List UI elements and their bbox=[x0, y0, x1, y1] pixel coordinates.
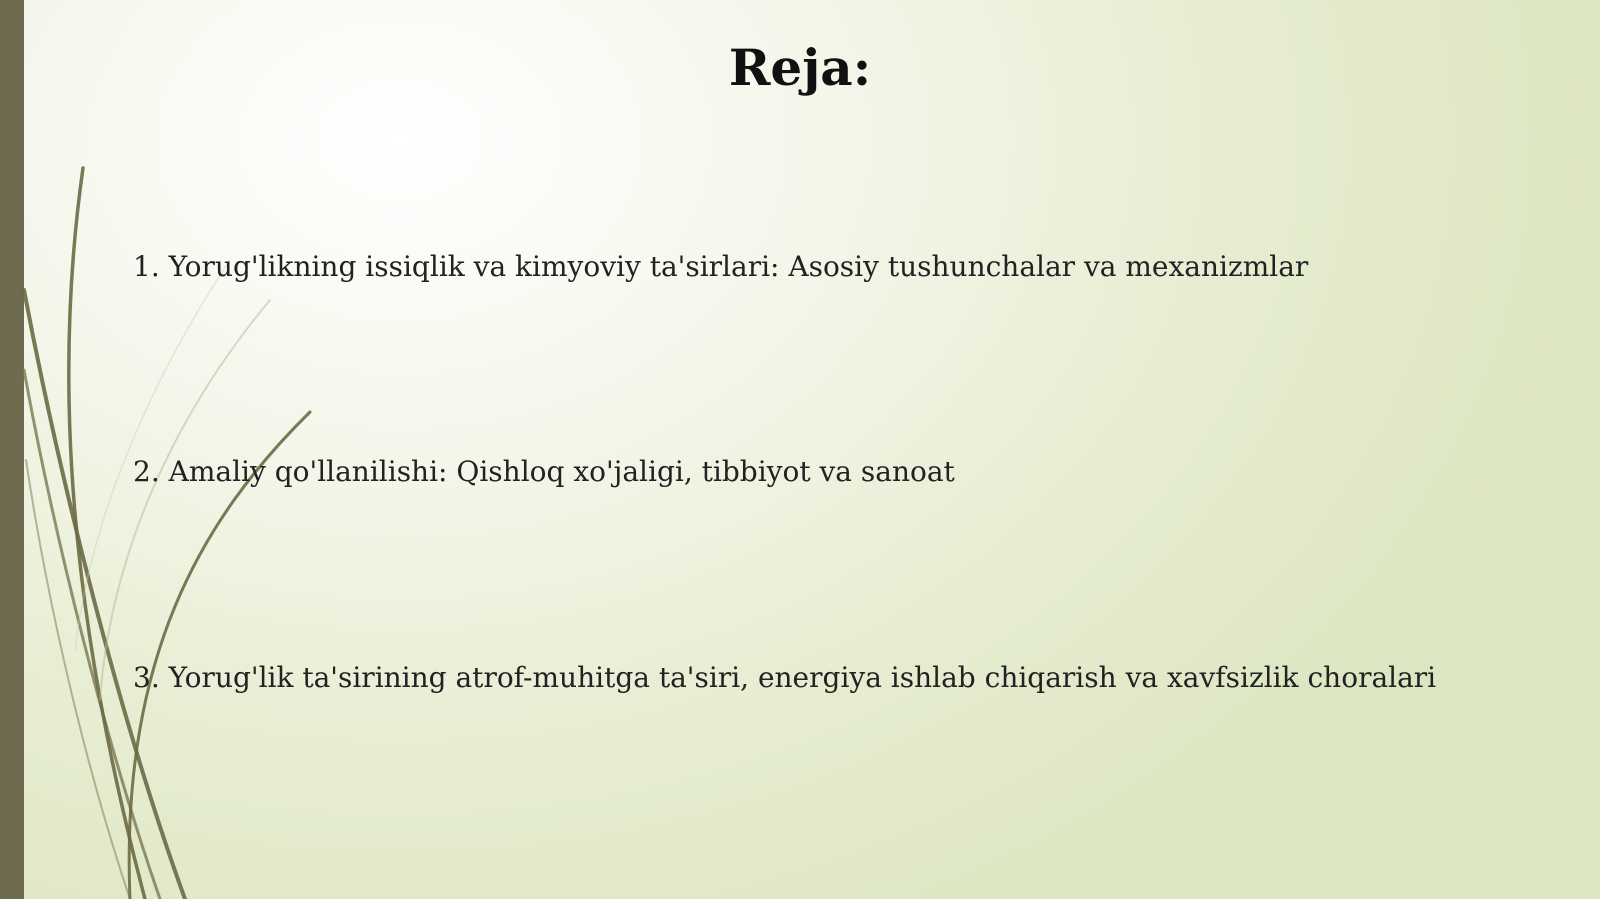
grass-decoration bbox=[0, 0, 360, 899]
plan-item-2: 2. Amaliy qo'llanilishi: Qishloq xo'jaligi, tibbiyot va sanoat bbox=[133, 455, 955, 488]
plan-item-3: 3. Yorug'lik ta'sirining atrof-muhitga ta'siri, energiya ishlab chiqarish va xavfsizlik choralari bbox=[133, 661, 1437, 694]
slide-title: Reja: bbox=[728, 38, 872, 97]
plan-item-1: 1. Yorug'likning issiqlik va kimyoviy ta'sirlari: Asosiy tushunchalar va mexanizmlar bbox=[133, 250, 1309, 283]
